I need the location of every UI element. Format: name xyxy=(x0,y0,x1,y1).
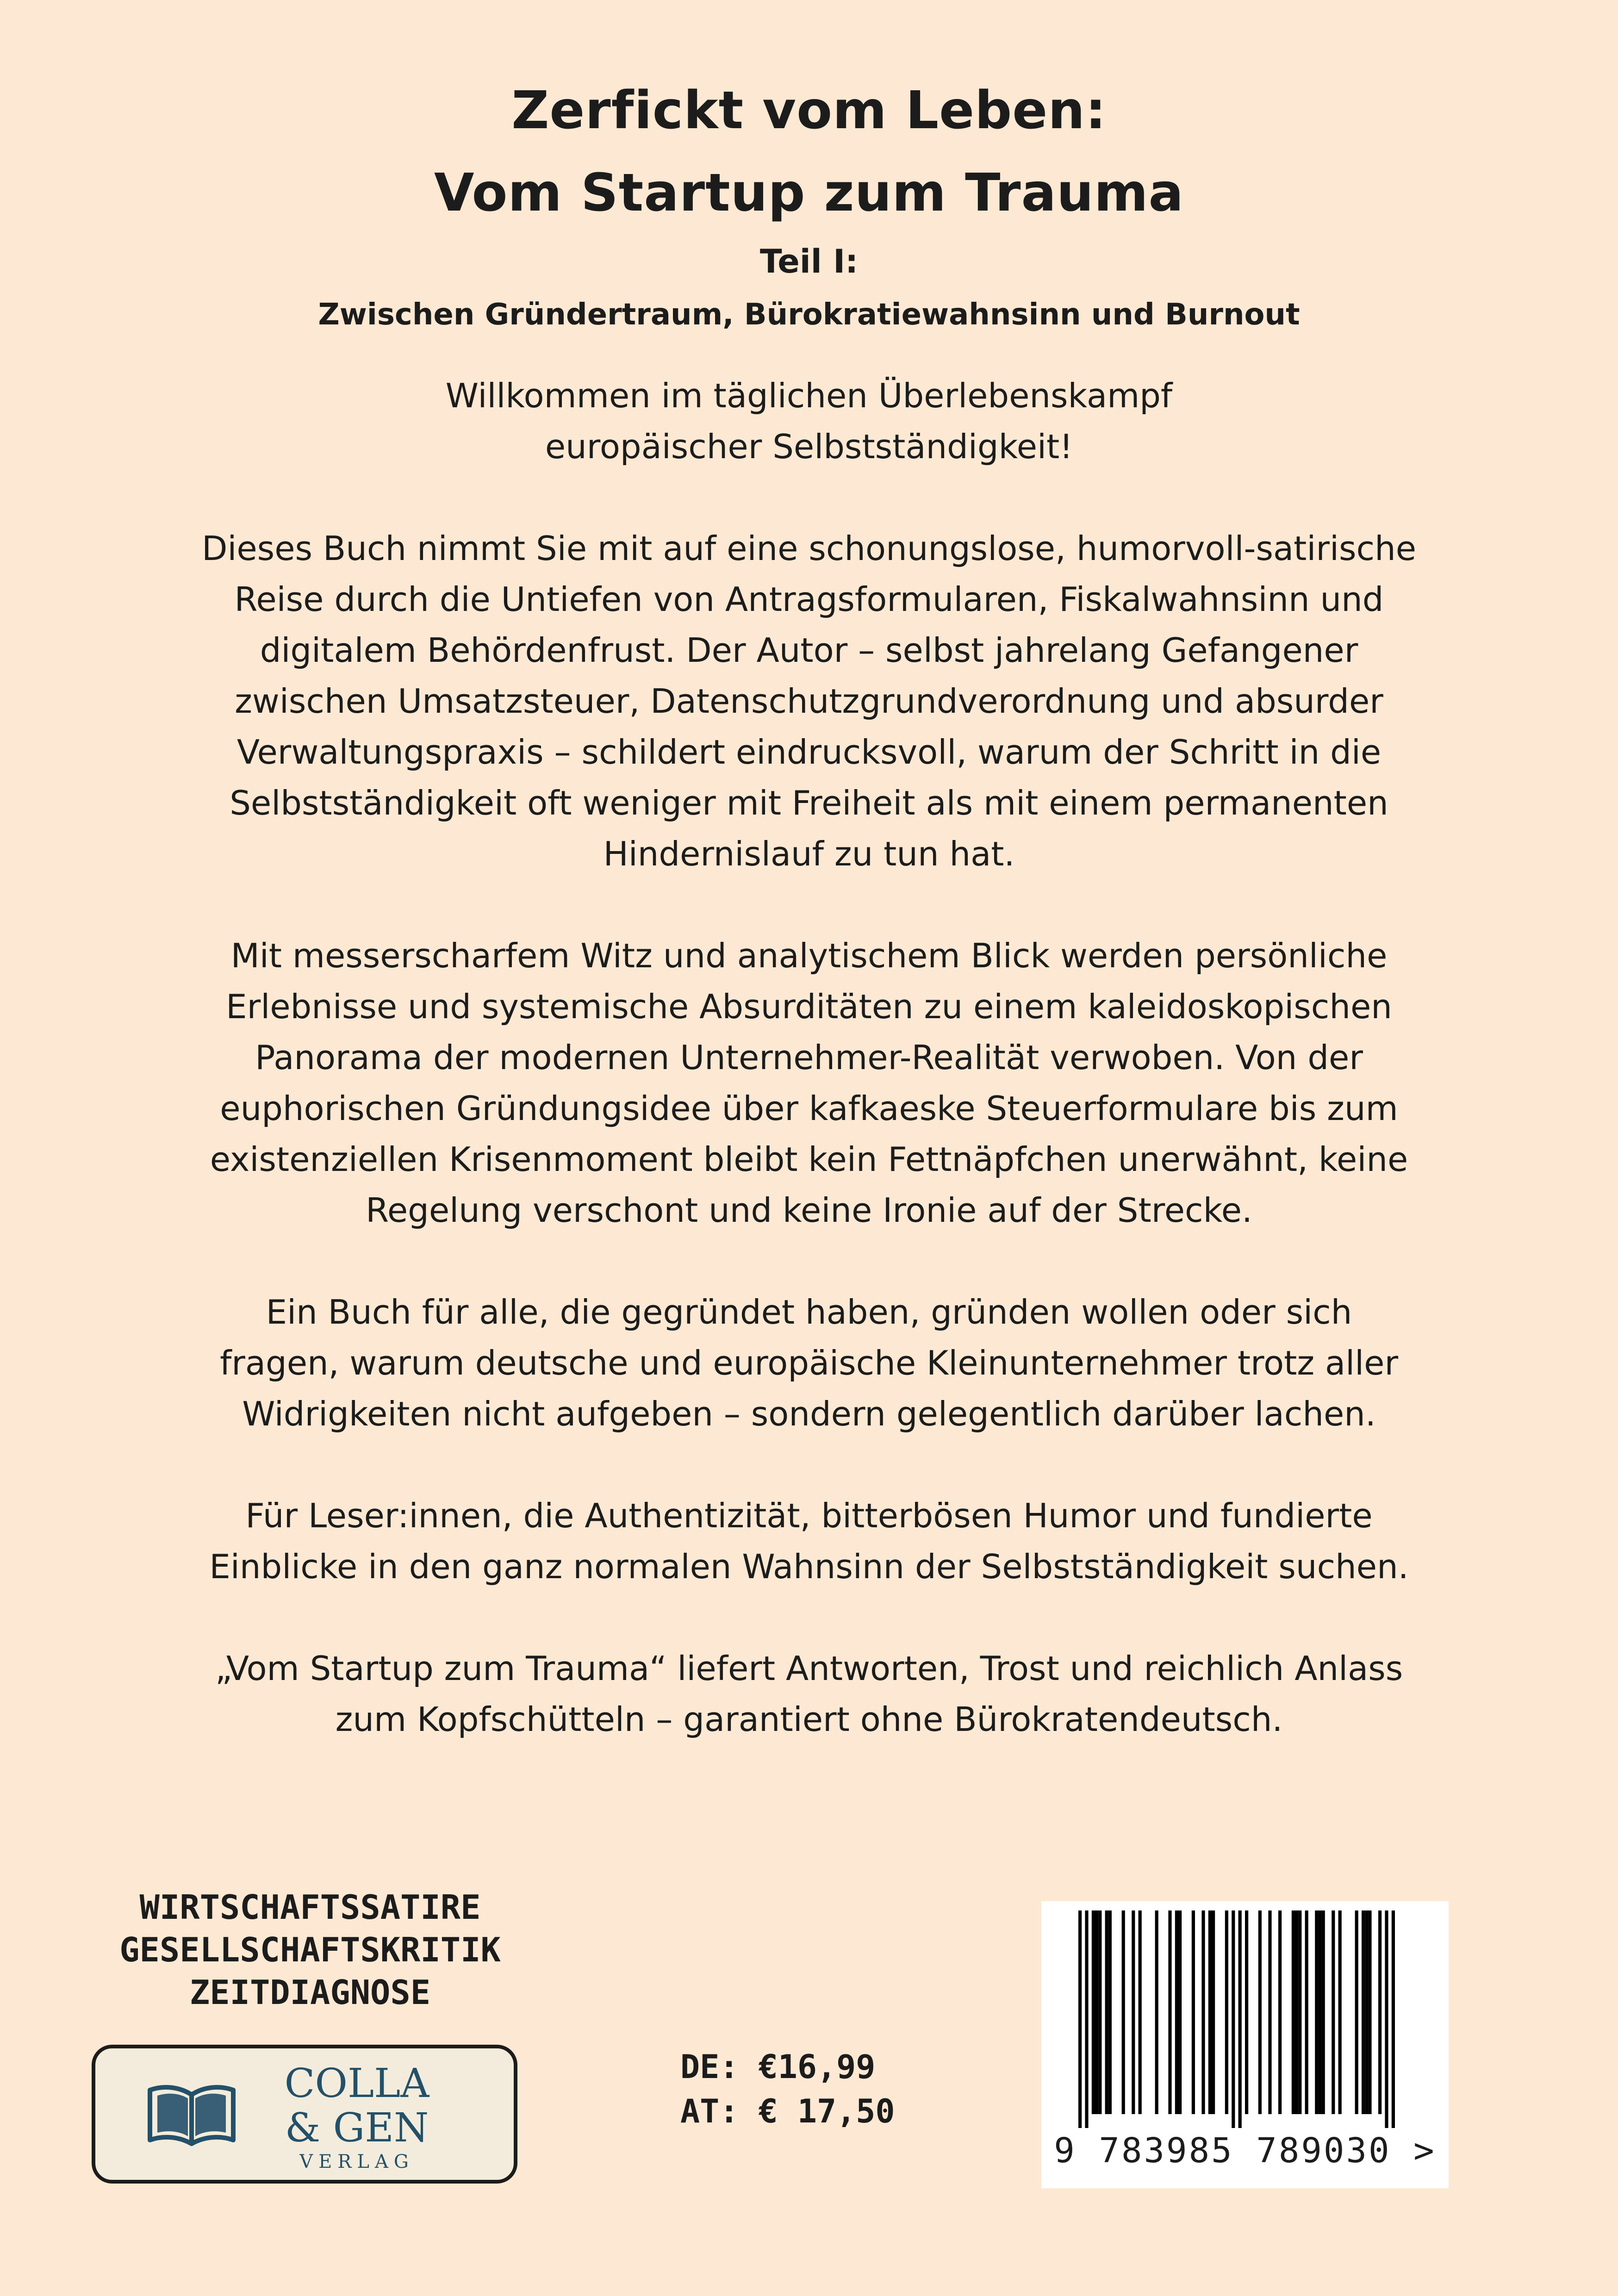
barcode-bar xyxy=(1378,1910,1382,2114)
barcode-bar xyxy=(1245,1910,1248,2114)
barcode-digits: 9 783985 789030 > xyxy=(1054,2131,1436,2171)
barcode-bar xyxy=(1168,1910,1171,2114)
barcode-bar xyxy=(1098,1910,1101,2114)
book-subtitle: Zwischen Gründertraum, Bürokratiewahnsinn und Burnout xyxy=(318,298,1300,332)
title-block xyxy=(0,69,1618,341)
blurb-paragraph-1 xyxy=(93,370,1525,472)
barcode-bar xyxy=(1078,1910,1082,2128)
genre-item: WIRTSCHAFTSSATIRE xyxy=(139,1888,481,1927)
barcode-bar xyxy=(1355,1910,1358,2114)
barcode-bar xyxy=(1238,1910,1242,2128)
barcode-bar xyxy=(1338,1910,1342,2114)
blurb-line: Regelung verschont und keine Ironie auf der Strecke. xyxy=(366,1191,1252,1230)
barcode-bar xyxy=(1298,1910,1301,2114)
open-book-icon xyxy=(146,2082,237,2147)
publisher-logo xyxy=(92,2045,517,2184)
blurb-paragraph-5 xyxy=(93,1490,1525,1592)
blurb-line: Hindernislauf zu tun hat. xyxy=(603,834,1015,873)
barcode-bar xyxy=(1268,1910,1271,2114)
blurb-line: „Vom Startup zum Trauma“ liefert Antworten, Trost und reichlich Anlass xyxy=(215,1649,1403,1688)
blurb-line: europäischer Selbstständigkeit! xyxy=(545,427,1073,466)
barcode-bar xyxy=(1178,1910,1182,2114)
blurb-paragraph-3 xyxy=(93,930,1525,1236)
blurb-paragraph-4 xyxy=(93,1287,1525,1439)
blurb-line: zum Kopfschütteln – garantiert ohne Bürokratendeutsch. xyxy=(335,1700,1283,1739)
barcode-bar xyxy=(1258,1910,1262,2114)
barcode-bar xyxy=(1201,1910,1205,2114)
barcode-bar xyxy=(1278,1910,1282,2114)
price-block xyxy=(680,2045,895,2134)
blurb-line: Erlebnisse und systemische Absurditäten zu einem kaleidoskopischen xyxy=(226,987,1392,1026)
blurb-line: Für Leser:innen, die Authentizität, bitterbösen Humor und fundierte xyxy=(245,1496,1373,1535)
barcode-bar xyxy=(1315,1910,1318,2114)
blurb-line: digitalem Behördenfrust. Der Autor – selbst jahrelang Gefangener xyxy=(260,631,1358,670)
genre-item: GESELLSCHAFTSKRITIK xyxy=(119,1930,501,1969)
publisher-name xyxy=(255,2061,459,2173)
blurb-line: Verwaltungspraxis – schildert eindrucksvoll, warum der Schritt in die xyxy=(236,733,1382,772)
barcode-bar xyxy=(1322,1910,1325,2114)
barcode-bar xyxy=(1368,1910,1371,2114)
blurb-line: Einblicke in den ganz normalen Wahnsinn der Selbstständigkeit suchen. xyxy=(209,1547,1409,1586)
barcode-bar xyxy=(1295,1910,1298,2114)
barcode-bar xyxy=(1132,1910,1135,2114)
blurb-line: fragen, warum deutsche und europäische Kleinunternehmer trotz aller xyxy=(219,1344,1399,1382)
book-title-line-1: Zerfickt vom Leben: xyxy=(511,81,1107,141)
barcode-bar xyxy=(1175,1910,1178,2114)
barcode-bar xyxy=(1365,1910,1368,2114)
blurb-paragraph-6 xyxy=(93,1643,1525,1745)
barcode-bar xyxy=(1105,1910,1108,2114)
blurb-line: Ein Buch für alle, die gegründet haben, gründen wollen oder sich xyxy=(266,1293,1352,1332)
blurb-line: zwischen Umsatzsteuer, Datenschutzgrundverordnung und absurder xyxy=(235,682,1383,721)
barcode-bar xyxy=(1212,1910,1215,2114)
barcode-bar xyxy=(1292,1910,1295,2114)
blurb-paragraph-2 xyxy=(93,523,1525,879)
barcode-bar xyxy=(1095,1910,1098,2114)
barcode-bar xyxy=(1385,1910,1388,2128)
barcode-bar xyxy=(1192,1910,1195,2114)
barcode xyxy=(1041,1901,1449,2188)
barcode-bar xyxy=(1139,1910,1142,2114)
blurb-line: Dieses Buch nimmt Sie mit auf eine schonungslose, humorvoll-satirische xyxy=(201,529,1417,568)
barcode-bar xyxy=(1092,1910,1095,2114)
blurb-line: existenziellen Krisenmoment bleibt kein Fettnäpfchen unerwähnt, keine xyxy=(210,1140,1408,1179)
genre-list xyxy=(79,1886,541,2014)
barcode-bar xyxy=(1155,1910,1158,2114)
publisher-name-line-3: VERLAG xyxy=(299,2151,414,2172)
blurb-line: Mit messerscharfem Witz und analytischem Blick werden persönliche xyxy=(230,936,1388,975)
publisher-name-line-2: & GEN xyxy=(285,2105,429,2151)
barcode-bars xyxy=(1051,1910,1439,2128)
barcode-bar xyxy=(1232,1910,1235,2128)
blurb-line: Willkommen im täglichen Überlebenskampf xyxy=(445,376,1173,415)
blurb-line: Selbstständigkeit oft weniger mit Freiheit als mit einem permanenten xyxy=(230,784,1388,822)
barcode-bar xyxy=(1318,1910,1321,2114)
barcode-bar xyxy=(1108,1910,1112,2114)
barcode-bar xyxy=(1208,1910,1212,2114)
price-de: DE: €16,99 xyxy=(680,2048,876,2086)
price-at: AT: € 17,50 xyxy=(680,2092,895,2130)
barcode-bar xyxy=(1305,1910,1308,2114)
barcode-bar xyxy=(1392,1910,1395,2128)
barcode-bar xyxy=(1085,1910,1088,2128)
barcode-bar xyxy=(1225,1910,1228,2114)
blurb-line: euphorischen Gründungsidee über kafkaeske Steuerformulare bis zum xyxy=(220,1089,1398,1128)
book-title-line-2: Vom Startup zum Trauma xyxy=(434,163,1184,223)
barcode-bar xyxy=(1332,1910,1335,2114)
publisher-name-line-1: COLLA xyxy=(284,2060,429,2107)
blurb-line: Panorama der modernen Unternehmer-Realität verwoben. Von der xyxy=(255,1038,1363,1077)
book-part: Teil I: xyxy=(759,243,859,280)
barcode-bar xyxy=(1362,1910,1365,2114)
blurb-text xyxy=(93,370,1525,1796)
blurb-line: Widrigkeiten nicht aufgeben – sondern gelegentlich darüber lachen. xyxy=(242,1394,1376,1433)
blurb-line: Reise durch die Untiefen von Antragsformularen, Fiskalwahnsinn und xyxy=(234,580,1384,619)
barcode-bar xyxy=(1122,1910,1125,2114)
genre-item: ZEITDIAGNOSE xyxy=(189,1973,431,2012)
